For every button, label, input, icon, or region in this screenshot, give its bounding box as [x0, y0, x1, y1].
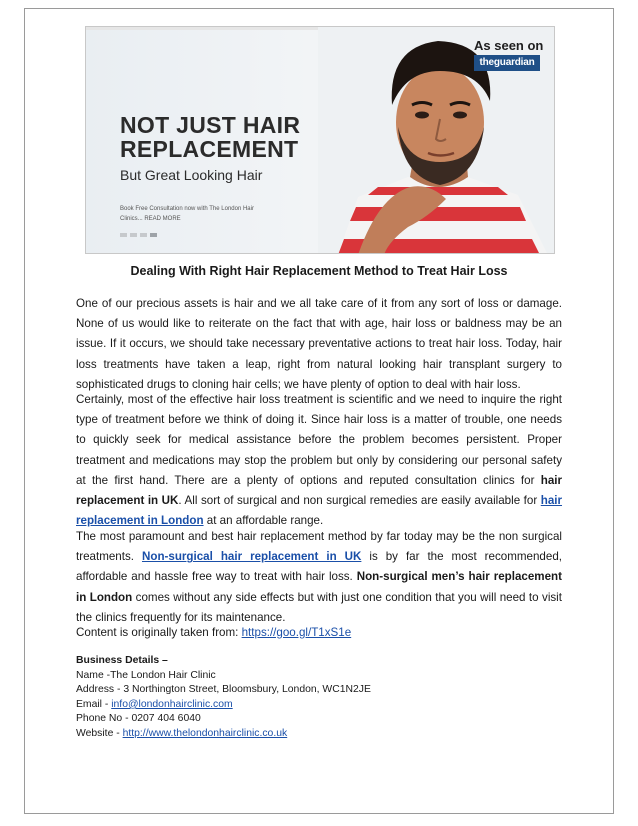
paragraph-2-text-c: at an affordable range. [203, 514, 324, 528]
article-title: Dealing With Right Hair Replacement Method to Treat Hair Loss [130, 264, 508, 278]
non-surgical-london-bold: Non-surgical men’s hair replacement in London [76, 570, 562, 604]
banner-cta-text[interactable]: Book Free Consultation now with The London Hair Clinics... READ MORE [120, 206, 254, 222]
hero-banner[interactable] [85, 26, 555, 254]
business-details-title: Business Details – [76, 655, 168, 666]
hair-replacement-london-link[interactable]: hair replacement in London [76, 494, 563, 528]
source-line [76, 623, 562, 643]
paragraph-3 [76, 527, 562, 628]
website-label: Website - [76, 727, 123, 739]
email-link[interactable]: info@londonhairclinic.com [111, 698, 233, 710]
carousel-dot-active[interactable] [150, 233, 157, 237]
guardian-logo: theguardian [474, 55, 540, 71]
business-email-row [76, 698, 371, 713]
banner-headline [120, 113, 300, 161]
paragraph-3-text-b: is by far the most recommended, affordable and hassle free way to treat with hair loss. [76, 550, 562, 584]
paragraph-3-text-c: comes without any side effects but with just one condition that you will need to visit the clinics frequently for its maintenance. [76, 590, 562, 624]
email-label: Email - [76, 698, 112, 710]
paragraph-1: One of our precious assets is hair and we all take care of it from any sort of loss or damage. None of us would like to reiterate on the fact that with age, hair loss or baldness may be an issue. If it occurs, we should take necessary preventative actions to treat hair loss. Today, hair loss treatments have taken a leap, right from natural looking hair transplant surgery to sophisticated drugs to cloning hair cells; we have plenty of option to deal with hair loss. [76, 297, 562, 391]
banner-headline-line1: NOT JUST HAIR [120, 112, 301, 138]
carousel-dot[interactable] [130, 233, 137, 237]
paragraph-3-text-a: The most paramount and best hair replacement method by far today may be the non surgical treatments. [76, 530, 562, 564]
banner-headline-line2: REPLACEMENT [120, 136, 299, 162]
business-website-row [76, 727, 371, 742]
as-seen-on-label: As seen on [474, 38, 544, 53]
business-name: Name -The London Hair Clinic [76, 669, 216, 681]
banner-subheadline: But Great Looking Hair [120, 167, 263, 183]
business-phone: Phone No - 0207 404 6040 [76, 713, 201, 725]
business-details [76, 654, 371, 742]
carousel-dots[interactable] [120, 233, 157, 237]
hair-replacement-uk-bold: hair replacement in UK [76, 473, 562, 508]
website-link[interactable]: http://www.thelondonhairclinic.co.uk [122, 727, 288, 739]
paragraph-2-text-a: Certainly, most of the effective hair loss treatment is scientific and we need to inquire the right type of treatment before we think of doing it. Since hair loss is a matter of trouble, one needs to quickly seek for medical assistance before the problem becomes persistent. Proper treatment and medications may stop the problem but only by considering our personal safety at the first hand. There are a plenty of options and reputed consultation clinics for [76, 393, 562, 487]
paragraph-2 [76, 390, 562, 531]
non-surgical-uk-link[interactable]: Non-surgical hair replacement in UK [141, 550, 362, 564]
carousel-dot[interactable] [140, 233, 147, 237]
source-label: Content is originally taken from: [76, 626, 242, 639]
carousel-dot[interactable] [120, 233, 127, 237]
source-link[interactable]: https://goo.gl/T1xS1e [241, 626, 352, 639]
business-address: Address - 3 Northington Street, Bloomsbury, London, WC1N2JE [76, 684, 371, 696]
paragraph-2-text-b: . All sort of surgical and non surgical remedies are easily available for [178, 494, 541, 508]
